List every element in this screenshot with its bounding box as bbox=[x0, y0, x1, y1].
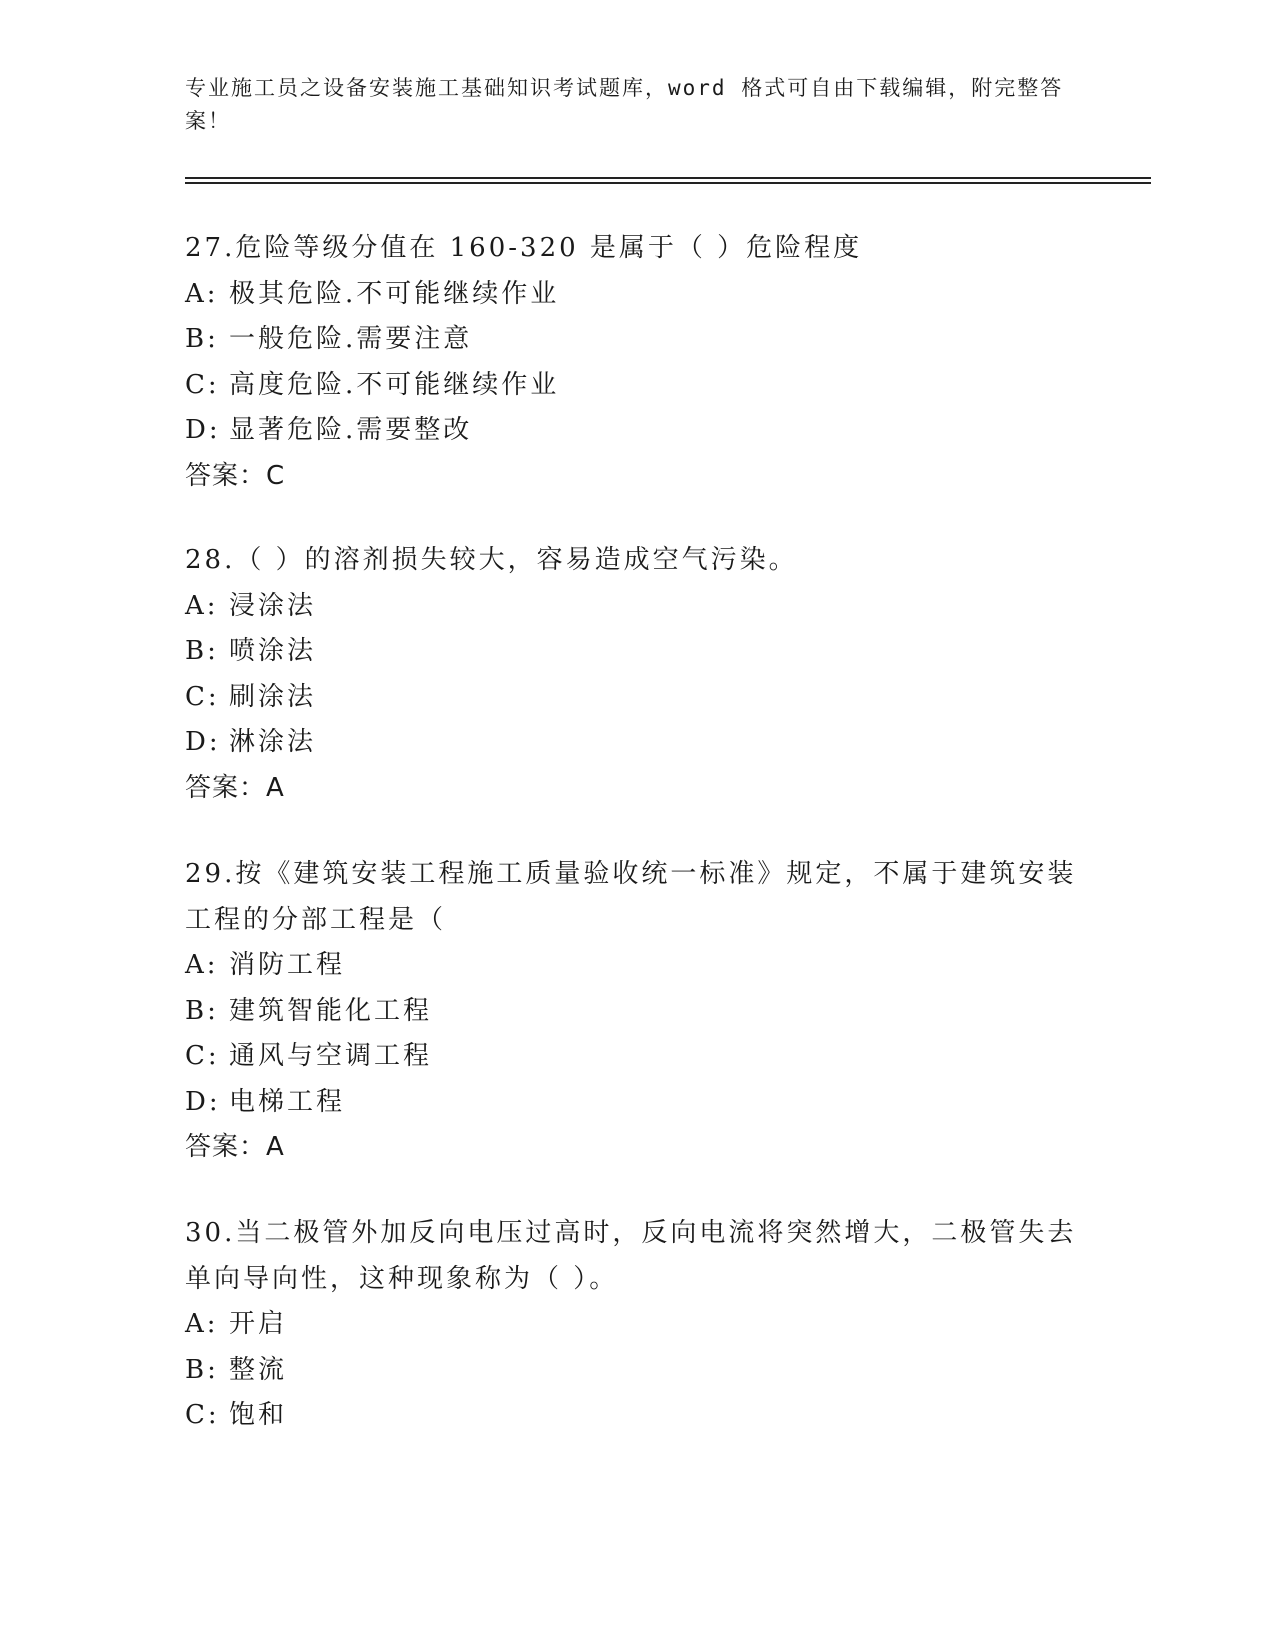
option-letter: A: bbox=[185, 1309, 219, 1339]
answer-label: 答案：A bbox=[185, 1132, 285, 1162]
question-stem: 27.危险等级分值在 160-320 是属于（ ）危险程度 bbox=[185, 233, 863, 263]
document-header bbox=[185, 72, 1085, 138]
question-stem: 28.（ ）的溶剂损失较大，容易造成空气污染。 bbox=[185, 545, 798, 575]
option-b bbox=[185, 629, 1085, 675]
question-29 bbox=[185, 852, 1085, 1171]
option-text: 极其危险.不可能继续作业 bbox=[229, 278, 560, 309]
option-letter: A: bbox=[185, 278, 219, 309]
option-text: 显著危险.需要整改 bbox=[229, 415, 473, 445]
option-letter: B: bbox=[185, 324, 219, 354]
option-a bbox=[185, 584, 1085, 630]
option-c bbox=[185, 1034, 1085, 1080]
option-b bbox=[185, 1348, 1085, 1394]
option-letter: B: bbox=[185, 636, 219, 666]
option-letter: C: bbox=[185, 1400, 220, 1430]
option-text: 开启 bbox=[229, 1309, 288, 1339]
option-text: 消防工程 bbox=[229, 950, 346, 980]
option-letter: B: bbox=[185, 1354, 219, 1385]
option-text: 一般危险.需要注意 bbox=[229, 324, 473, 354]
header-rule-bottom bbox=[185, 182, 1151, 184]
option-letter: A: bbox=[185, 950, 219, 980]
option-b bbox=[185, 989, 1085, 1035]
option-letter: D: bbox=[185, 727, 221, 757]
option-d bbox=[185, 1080, 1085, 1126]
option-text: 建筑智能化工程 bbox=[229, 995, 433, 1026]
header-rule-top bbox=[185, 177, 1151, 179]
option-text: 电梯工程 bbox=[229, 1086, 346, 1117]
header-title: 专业施工员之设备安装施工基础知识考试题库，word 格式可自由下载编辑，附完整答案！ bbox=[185, 76, 1064, 133]
question-stem: 30.当二极管外加反向电压过高时，反向电流将突然增大，二极管失去单向导向性，这种现象称为（ ）。 bbox=[185, 1218, 1077, 1294]
option-text: 喷涂法 bbox=[229, 636, 317, 666]
option-letter: C: bbox=[185, 1041, 220, 1071]
option-text: 整流 bbox=[229, 1354, 288, 1385]
option-c bbox=[185, 363, 1085, 409]
option-letter: B: bbox=[185, 995, 219, 1026]
option-a bbox=[185, 943, 1085, 989]
option-a bbox=[185, 272, 1085, 318]
option-letter: C: bbox=[185, 681, 220, 712]
option-letter: C: bbox=[185, 369, 220, 400]
option-b bbox=[185, 317, 1085, 363]
option-c bbox=[185, 1393, 1085, 1439]
option-text: 饱和 bbox=[229, 1400, 288, 1430]
option-text: 通风与空调工程 bbox=[229, 1041, 433, 1071]
option-text: 浸涂法 bbox=[229, 590, 317, 621]
option-a bbox=[185, 1302, 1085, 1348]
question-28 bbox=[185, 538, 1085, 811]
option-d bbox=[185, 720, 1085, 766]
question-27 bbox=[185, 226, 1085, 499]
question-stem: 29.按《建筑安装工程施工质量验收统一标准》规定，不属于建筑安装工程的分部工程是（ bbox=[185, 859, 1077, 935]
option-text: 淋涂法 bbox=[229, 727, 317, 757]
option-c bbox=[185, 675, 1085, 721]
option-letter: A: bbox=[185, 590, 219, 621]
option-d bbox=[185, 408, 1085, 454]
question-30 bbox=[185, 1211, 1085, 1439]
option-letter: D: bbox=[185, 415, 221, 445]
option-text: 高度危险.不可能继续作业 bbox=[229, 369, 560, 400]
option-text: 刷涂法 bbox=[229, 681, 317, 712]
answer-label: 答案：A bbox=[185, 772, 285, 803]
answer-label: 答案：C bbox=[185, 460, 286, 491]
option-letter: D: bbox=[185, 1086, 221, 1117]
